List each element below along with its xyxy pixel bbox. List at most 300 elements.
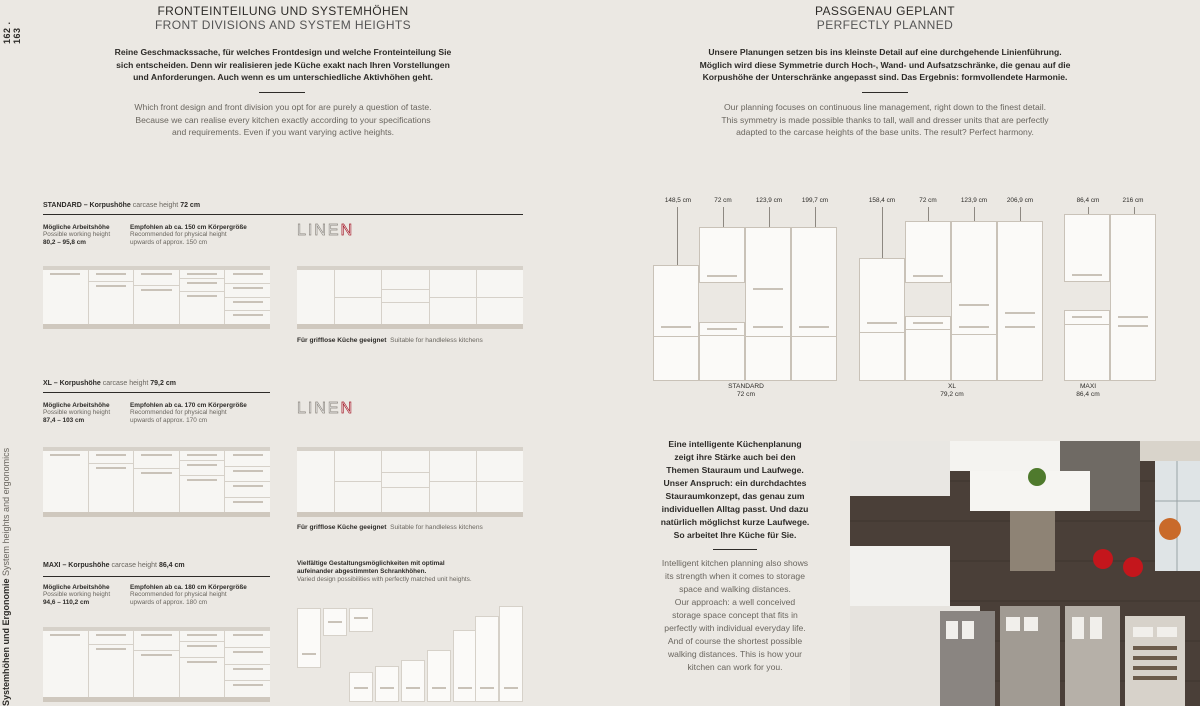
working-height-title: Mögliche Arbeitshöhe [43,402,110,409]
recommended-standard [130,224,290,247]
dresser-unit [859,258,905,381]
storage-text-de-line: natürlich möglichst kurze Laufwege. [660,517,810,527]
elevation-name: MAXI [1079,383,1097,390]
unit-heights-staircase [297,600,523,702]
section-rule [43,214,523,215]
logo-text: LINE [297,400,341,417]
handle [96,454,126,456]
cabinet-drawer [430,482,476,512]
elevation-name: XL [947,383,957,390]
cabinet-door [43,270,88,324]
cabinet-drawer [180,270,225,279]
handle [380,687,395,689]
tall-unit [475,616,499,702]
working-height-value: 87,4 – 103 cm [43,417,85,424]
working-height-maxi [43,584,133,606]
working-height-value: 80,2 – 95,8 cm [43,239,86,246]
recommended-sub: upwards of approx. 170 cm [130,417,208,424]
divider [860,332,904,333]
handle [141,289,171,291]
cabinet-door [89,645,134,697]
handle [753,288,783,290]
dimension-line [769,207,770,227]
side-strip [0,0,22,706]
cabinet-unit [180,270,226,324]
handle [187,645,217,647]
left-intro-de [98,46,468,84]
cabinet-unit [134,270,180,324]
handle [1005,326,1035,328]
cabinet-unit [180,631,226,697]
working-height-sub: Possible working height [43,231,111,238]
right-intro-de [680,46,1090,84]
divider [952,334,996,335]
dimension-line [1088,207,1089,214]
dimension-line [677,207,678,265]
section-label-bold: MAXI – Korpushöhe [43,562,110,569]
cabinet-drawer [89,270,134,282]
cabinet-unit [335,451,382,512]
kitchen-photo [850,441,1200,706]
right-intro-de-line: Möglich wird diese Symmetrie durch Hoch-, Wand- und Aufsatzschränke, die genau auf die [699,59,1071,70]
cabinet-unit [382,451,429,512]
working-height-xl [43,402,133,424]
wall-unit [349,608,373,632]
cabinet-unit [134,451,180,512]
elevation-label-standard [716,383,776,399]
handle [187,454,217,456]
cabinet-drawer [180,461,225,476]
handle [959,326,989,328]
storage-text-en-line: Our approach: a well conceived [674,597,796,607]
variety-de: Vielfältige Gestaltungsmöglichkeiten mit optimal aufeinander abgestimmten Schrankhöhen. [297,560,445,575]
tall-unit [401,660,425,702]
storage-text-de-line: zeigt ihre Stärke auch bei den [674,452,796,462]
handle [354,617,369,619]
left-heading [133,4,433,32]
cabinet-door [43,631,88,697]
cabinet-drawer [225,284,270,298]
working-height-standard [43,224,133,246]
cabinet-unit [43,451,89,512]
working-height-title: Mögliche Arbeitshöhe [43,224,110,231]
dimension-line [928,207,929,221]
handle [233,470,263,472]
cabinet-unit [225,451,270,512]
variety-en: Varied design possibilities with perfectly matched unit heights. [297,576,472,583]
handle [799,326,829,328]
handle [480,687,495,689]
cabinet-drawer [335,270,381,298]
handle [187,661,217,663]
cabinet-door [297,451,334,512]
cabinet-drawer [180,476,225,512]
divider [700,335,744,336]
handle [913,322,943,324]
dimension-label: 216 cm [1122,197,1144,204]
working-height-value: 94,6 – 110,2 cm [43,599,90,606]
cabinet-drawer [477,482,523,512]
storage-text-en-line: perfectly with individual everyday life. [664,623,806,633]
handle [432,687,447,689]
handle [50,454,80,456]
cabinet-drawer [180,292,225,324]
cabinet-drawer [335,482,381,512]
cabinet-door [43,451,88,512]
handle [187,479,217,481]
cabinet-row-xl-handleless [297,447,523,517]
section-label-standard [43,202,200,209]
handle [187,295,217,297]
section-label-value: 72 cm [180,202,201,209]
cabinet-drawer [335,298,381,325]
dimension-label: 123,9 cm [755,197,783,204]
handle [96,273,126,275]
suitable-note-standard [297,337,483,344]
suitable-de: Für grifflose Küche geeignet [297,337,387,344]
storage-text-en [640,557,830,674]
dimension-label: 158,4 cm [868,197,896,204]
handle [959,304,989,306]
cabinet-unit [430,270,477,324]
elevation-height: 79,2 cm [940,391,964,398]
section-rule [43,576,270,577]
page-numbers: 162 . 163 [2,21,22,44]
working-height-sub: Possible working height [43,409,111,416]
cabinet-row-maxi-handles [43,627,270,702]
side-title [1,424,13,706]
section-label-maxi [43,562,185,569]
recommended-sub: Recommended for physical height [130,409,227,416]
base-unit [1064,310,1110,381]
right-intro-en-line: This symmetry is made possible thanks to tall, wall and dresser units that are perfectly [721,114,1049,125]
handle [328,621,343,623]
dimension-label: 86,4 cm [1076,197,1100,204]
cabinet-drawer [335,451,381,482]
base-unit [699,322,745,381]
storage-text-en-line: walking distances. This is how your [667,649,803,659]
left-intro-en [98,101,468,139]
dimension-label: 72 cm [919,197,937,204]
wall-unit [1064,214,1110,282]
handle [1072,274,1102,276]
cabinet-unit [297,451,335,512]
cabinet-drawer [430,451,476,482]
cabinet-unit [477,451,523,512]
line-n-logo [297,222,354,240]
storage-text-en-line: space and walking distances. [679,584,791,594]
storage-text-en-line: storage space concept that fits in [672,610,798,620]
wall-unit [699,227,745,283]
handle [141,454,171,456]
left-intro-de-line: Reine Geschmackssache, für welches Frontdesign und welche Fronteinteilung Sie [114,47,452,57]
cabinet-drawer [134,469,179,512]
left-intro-divider [259,92,305,93]
handle [504,687,519,689]
handle [458,687,473,689]
storage-text-divider [713,549,757,550]
left-heading-de: FRONTEINTEILUNG UND SYSTEMHÖHEN [157,4,409,18]
elevation-label-xl [922,383,982,399]
cabinet-drawer [180,642,225,659]
left-intro-de-line: und Anforderungen. Auch wenn es um unterschiedliche Aktivhöhen geht. [133,72,433,83]
logo-accent: N [340,400,355,417]
handle [187,634,217,636]
divider [906,329,950,330]
recommended-title: Empfohlen ab ca. 180 cm Körpergröße [130,584,247,591]
cabinet-unit [43,270,89,324]
section-label-value: 79,2 cm [150,380,176,387]
handle [753,326,783,328]
storage-text-en-line: kitchen can work for you. [687,662,783,672]
section-label-value: 86,4 cm [158,562,185,569]
suitable-en: Suitable for handleless kitchens [390,337,483,344]
handle [233,501,263,503]
dimension-label: 206,9 cm [1006,197,1034,204]
dimension-line [882,207,883,258]
tall-unit [951,221,997,381]
right-heading [735,4,1035,32]
cabinet-drawer [225,681,270,697]
right-intro-de-line: Unsere Planungen setzen bis ins kleinste Detail auf eine durchgehende Linienführung. [708,47,1062,57]
handle [96,467,126,469]
right-intro-de-line: Korpushöhe der Unterschränke angepasst sind. Das Ergebnis: formvollendete Harmonie. [702,72,1068,83]
working-height-title: Mögliche Arbeitshöhe [43,584,110,591]
logo-accent: N [340,222,355,239]
cabinet-door [89,464,134,512]
handle [233,314,263,316]
recommended-title: Empfohlen ab ca. 150 cm Körpergröße [130,224,247,231]
tall-unit [1110,214,1156,381]
handle [1005,312,1035,314]
cabinet-drawer [225,648,270,665]
left-intro-en-line: Because we can realise every kitchen exactly according to your specifications [135,114,431,125]
handle [707,328,737,330]
cabinet-unit [382,270,429,324]
cabinet-unit [297,270,335,324]
cabinet-unit [225,270,270,324]
kitchen-photo-illustration [850,441,1200,706]
dimension-label: 72 cm [714,197,732,204]
elevation-label-maxi [1058,383,1118,399]
handle [406,687,421,689]
suitable-note-xl [297,524,483,531]
handle [50,273,80,275]
cabinet-unit [335,270,382,324]
handle [233,684,263,686]
handle [707,275,737,277]
divider [792,336,836,337]
cabinet-drawer [134,270,179,286]
cabinet-drawer [477,270,523,298]
side-title-en: System heights and ergonomics [1,447,11,576]
divider [1065,324,1109,325]
divider [746,336,790,337]
handle [233,668,263,670]
cabinet-drawer [225,451,270,467]
handle [354,687,369,689]
side-title-de: Systemhöhen und Ergonomie [1,578,11,706]
cabinet-drawer [225,498,270,513]
storage-text-de-line: So arbeitet Ihre Küche für Sie. [673,530,797,540]
section-label-bold: STANDARD – Korpushöhe [43,202,131,209]
dimension-label: 148,5 cm [664,197,692,204]
cabinet-drawer [382,270,428,290]
cabinet-drawer [382,451,428,473]
suitable-en: Suitable for handleless kitchens [390,524,483,531]
handle [96,634,126,636]
handle [867,322,897,324]
storage-text-de-line: Stauraumkonzept, das genau zum [665,491,805,501]
handle [141,472,171,474]
cabinet-unit [430,451,477,512]
recommended-sub: Recommended for physical height [130,591,227,598]
cabinet-drawer [89,631,134,645]
handle [141,273,171,275]
cabinet-unit [43,631,89,697]
storage-text-de-line: individuellen Alltag passt. Und dazu [661,504,809,514]
suitable-de: Für grifflose Küche geeignet [297,524,387,531]
handle [187,464,217,466]
left-intro-en-line: Which front design and front division you opt for are purely a question of taste. [134,102,432,112]
handle [187,282,217,284]
wall-unit [905,221,951,283]
cabinet-drawer [382,303,428,324]
cabinet-drawer [430,270,476,298]
right-heading-de: PASSGENAU GEPLANT [815,4,955,18]
handle [233,634,263,636]
recommended-xl [130,402,290,425]
cabinet-drawer [180,279,225,293]
section-label-thin: carcase height [111,562,157,569]
cabinet-row-standard-handles [43,266,270,329]
handle [233,301,263,303]
section-label-thin: carcase height [132,202,179,209]
cabinet-unit [180,451,226,512]
cabinet-drawer [180,658,225,697]
handle [233,287,263,289]
right-intro-en-line: Our planning focuses on continuous line management, right down to the finest detail. [724,102,1046,112]
storage-text-en-line: And of course the shortest possible [667,636,803,646]
wall-unit [323,608,347,636]
base-unit [349,672,373,702]
cabinet-unit [89,270,135,324]
dresser-unit [653,265,699,381]
recommended-maxi [130,584,290,607]
cabinet-row-xl-handles [43,447,270,517]
handle [187,273,217,275]
tall-unit [427,650,451,702]
logo-text: LINE [297,222,341,239]
handle [96,285,126,287]
tall-unit [997,221,1043,381]
elevation-name: STANDARD [728,383,764,390]
section-label-bold: XL – Korpushöhe [43,380,101,387]
cabinet-drawer [225,311,270,324]
cabinet-drawer [382,488,428,512]
handle [50,634,80,636]
cabinet-drawer [89,451,134,464]
tall-unit [791,227,837,381]
handle [1072,316,1102,318]
handle [233,485,263,487]
handle [1118,316,1148,318]
storage-text-de [640,438,830,542]
cabinet-drawer [134,286,179,324]
cabinet-drawer [477,451,523,482]
right-heading-en: PERFECTLY PLANNED [816,18,954,32]
divider [654,336,698,337]
left-intro-en-line: and requirements. Even if you want varying active heights. [171,127,395,138]
recommended-title: Empfohlen ab ca. 170 cm Körpergröße [130,402,247,409]
base-unit [375,666,399,702]
handle [233,454,263,456]
recommended-sub: upwards of approx. 180 cm [130,599,208,606]
handle [1118,325,1148,327]
handle [302,653,317,655]
section-label-xl [43,380,176,387]
recommended-sub: upwards of approx. 150 cm [130,239,208,246]
cabinet-drawer [180,451,225,461]
cabinet-door [89,282,134,324]
cabinet-drawer [382,290,428,303]
dimension-line [1134,207,1135,214]
handle [233,273,263,275]
cabinet-drawer [430,298,476,325]
cabinet-drawer [225,467,270,483]
storage-text-de-line: Themen Stauraum und Laufwege. [666,465,804,475]
section-rule [43,392,270,393]
cabinet-drawer [134,631,179,651]
cabinet-drawer [225,482,270,498]
cabinet-drawer [477,298,523,325]
cabinet-drawer [225,631,270,648]
storage-text-en-line: its strength when it comes to storage [665,571,805,581]
line-n-logo [297,400,354,418]
cabinet-unit [134,631,180,697]
handle [141,654,171,656]
elevation-height: 86,4 cm [1076,391,1100,398]
handle [661,326,691,328]
working-height-sub: Possible working height [43,591,111,598]
storage-text-en-line: Intelligent kitchen planning also shows [661,558,809,568]
cabinet-unit [89,451,135,512]
dimension-line [723,207,724,227]
cabinet-door [297,270,334,324]
handle [96,648,126,650]
tall-unit [453,630,477,702]
storage-text-de-line: Unser Anspruch: ein durchdachtes [663,478,807,488]
cabinet-drawer [382,473,428,488]
variety-note [297,560,472,584]
storage-text-de-line: Eine intelligente Küchenplanung [668,439,802,449]
handle [233,651,263,653]
cabinet-drawer [225,665,270,682]
handle [141,634,171,636]
cabinet-drawer [134,451,179,469]
right-intro-en-line: adapted to the carcase heights of the base units. The result? Perfect harmony. [736,127,1034,138]
cabinet-unit [225,631,270,697]
cabinet-drawer [134,651,179,697]
tall-unit [745,227,791,381]
tall-unit [499,606,523,702]
handle [913,275,943,277]
elevation-height: 72 cm [737,391,755,398]
dimension-label: 199,7 cm [801,197,829,204]
base-unit [905,316,951,381]
dimension-line [974,207,975,221]
cabinet-row-standard-handleless [297,266,523,329]
